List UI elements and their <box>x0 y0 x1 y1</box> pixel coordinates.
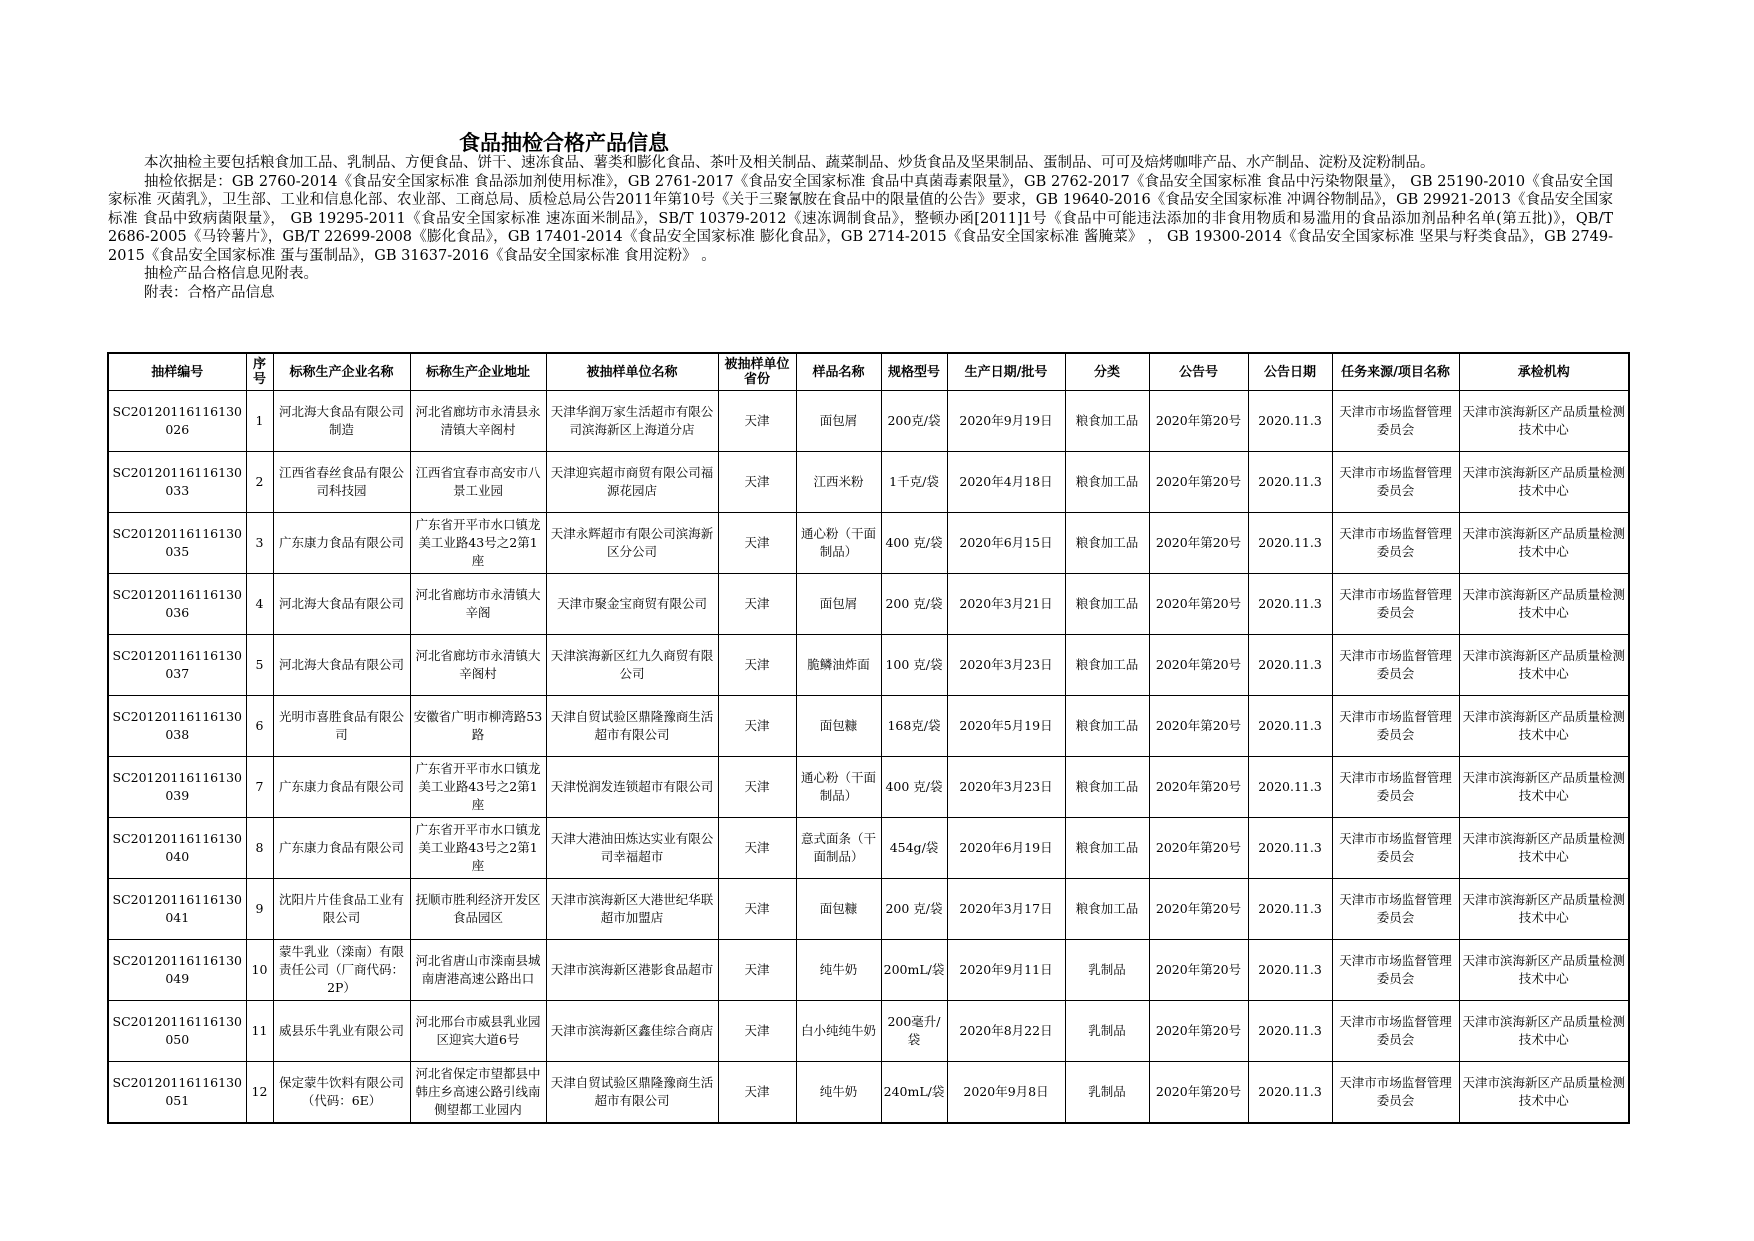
column-header: 被抽样单位名称 <box>546 353 718 391</box>
table-cell: 江西米粉 <box>796 452 881 513</box>
table-cell: 天津悦润发连锁超市有限公司 <box>546 757 718 818</box>
table-row <box>108 635 1629 696</box>
table-cell: 面包屑 <box>796 391 881 452</box>
table-cell: 2020.11.3 <box>1248 757 1332 818</box>
table-cell: 11 <box>246 1001 273 1062</box>
table-cell: 2020年第20号 <box>1149 1062 1248 1124</box>
table-cell: 454g/袋 <box>881 818 947 879</box>
table-cell: 2020.11.3 <box>1248 452 1332 513</box>
column-header: 任务来源/项目名称 <box>1332 353 1459 391</box>
table-cell: 粮食加工品 <box>1065 818 1149 879</box>
table-cell: 1千克/袋 <box>881 452 947 513</box>
table-cell: 12 <box>246 1062 273 1124</box>
table-cell: 2020年9月8日 <box>947 1062 1065 1124</box>
table-cell: 脆鳞油炸面 <box>796 635 881 696</box>
column-header: 分类 <box>1065 353 1149 391</box>
table-cell: 2020年第20号 <box>1149 696 1248 757</box>
table-row <box>108 513 1629 574</box>
table-cell: SC20120116116130035 <box>108 513 246 574</box>
table-cell: 天津 <box>718 818 796 879</box>
table-cell: SC20120116116130041 <box>108 879 246 940</box>
table-cell: 天津市市场监督管理委员会 <box>1332 574 1459 635</box>
table-cell: 天津 <box>718 452 796 513</box>
table-cell: 天津市市场监督管理委员会 <box>1332 635 1459 696</box>
table-cell: 2020年5月19日 <box>947 696 1065 757</box>
table-cell: 江西省宜春市高安市八景工业园 <box>410 452 546 513</box>
table-cell: 天津自贸试验区鼎隆豫商生活超市有限公司 <box>546 1062 718 1124</box>
table-cell: 2020.11.3 <box>1248 879 1332 940</box>
table-cell: 天津市市场监督管理委员会 <box>1332 940 1459 1001</box>
table-cell: 天津市滨海新区产品质量检测技术中心 <box>1459 818 1629 879</box>
table-cell: 100 克/袋 <box>881 635 947 696</box>
table-row <box>108 574 1629 635</box>
table-cell: SC20120116116130037 <box>108 635 246 696</box>
table-cell: 2020年6月19日 <box>947 818 1065 879</box>
table-cell: 面包屑 <box>796 574 881 635</box>
table-cell: 河北省廊坊市永清镇大辛阁 <box>410 574 546 635</box>
table-cell: 乳制品 <box>1065 1062 1149 1124</box>
table-cell: 200 克/袋 <box>881 574 947 635</box>
table-cell: 广东省开平市水口镇龙美工业路43号之2第1座 <box>410 818 546 879</box>
table-cell: 沈阳片片佳食品工业有限公司 <box>273 879 410 940</box>
table-cell: 白小纯纯牛奶 <box>796 1001 881 1062</box>
table-cell: 广东省开平市水口镇龙美工业路43号之2第1座 <box>410 513 546 574</box>
table-cell: 乳制品 <box>1065 940 1149 1001</box>
table-cell: 400 克/袋 <box>881 513 947 574</box>
table-cell: 河北省廊坊市永清镇大辛阁村 <box>410 635 546 696</box>
table-cell: 天津市滨海新区产品质量检测技术中心 <box>1459 635 1629 696</box>
table-cell: 200毫升/袋 <box>881 1001 947 1062</box>
page-title: 食品抽检合格产品信息 <box>459 131 669 155</box>
intro-text <box>108 154 1613 302</box>
table-cell: 粮食加工品 <box>1065 452 1149 513</box>
table-header-row <box>108 353 1629 391</box>
table-cell: 2020年第20号 <box>1149 513 1248 574</box>
table-cell: 天津市市场监督管理委员会 <box>1332 1001 1459 1062</box>
table-cell: 2020年8月22日 <box>947 1001 1065 1062</box>
column-header: 序号 <box>246 353 273 391</box>
table-cell: 面包糠 <box>796 696 881 757</box>
table-cell: 4 <box>246 574 273 635</box>
table-cell: 3 <box>246 513 273 574</box>
column-header: 样品名称 <box>796 353 881 391</box>
table-cell: 天津市市场监督管理委员会 <box>1332 696 1459 757</box>
table-cell: 2020年9月19日 <box>947 391 1065 452</box>
table-body <box>108 391 1629 1124</box>
table-cell: 2020年第20号 <box>1149 1001 1248 1062</box>
table-cell: 天津市滨海新区产品质量检测技术中心 <box>1459 1001 1629 1062</box>
table-cell: 河北邢台市威县乳业园区迎宾大道6号 <box>410 1001 546 1062</box>
column-header: 被抽样单位省份 <box>718 353 796 391</box>
table-cell: 2020年3月17日 <box>947 879 1065 940</box>
table-cell: 天津市市场监督管理委员会 <box>1332 818 1459 879</box>
table-cell: SC20120116116130038 <box>108 696 246 757</box>
column-header: 标称生产企业名称 <box>273 353 410 391</box>
table-cell: 天津市滨海新区产品质量检测技术中心 <box>1459 574 1629 635</box>
table-cell: 天津 <box>718 635 796 696</box>
table-cell: 天津 <box>718 879 796 940</box>
table-cell: 2 <box>246 452 273 513</box>
table-cell: 纯牛奶 <box>796 940 881 1001</box>
table-cell: 2020年4月18日 <box>947 452 1065 513</box>
table-cell: 7 <box>246 757 273 818</box>
table-row <box>108 879 1629 940</box>
table-cell: 天津市滨海新区产品质量检测技术中心 <box>1459 1062 1629 1124</box>
table-cell: 天津市滨海新区产品质量检测技术中心 <box>1459 452 1629 513</box>
table-cell: SC20120116116130049 <box>108 940 246 1001</box>
table-cell: 抚顺市胜利经济开发区食品园区 <box>410 879 546 940</box>
table-row <box>108 1001 1629 1062</box>
column-header: 抽样编号 <box>108 353 246 391</box>
table-cell: 天津 <box>718 513 796 574</box>
table-cell: 2020.11.3 <box>1248 1062 1332 1124</box>
table-cell: 粮食加工品 <box>1065 879 1149 940</box>
qualified-products-table <box>107 352 1630 1124</box>
column-header: 公告日期 <box>1248 353 1332 391</box>
table-cell: 保定蒙牛饮料有限公司（代码：6E） <box>273 1062 410 1124</box>
table-cell: 2020年第20号 <box>1149 574 1248 635</box>
table-cell: 2020年第20号 <box>1149 818 1248 879</box>
table-cell: 纯牛奶 <box>796 1062 881 1124</box>
table-cell: 乳制品 <box>1065 1001 1149 1062</box>
table-cell: 意式面条（干面制品） <box>796 818 881 879</box>
table-cell: 10 <box>246 940 273 1001</box>
table-cell: 2020.11.3 <box>1248 940 1332 1001</box>
table-cell: 粮食加工品 <box>1065 574 1149 635</box>
table-cell: 2020年3月23日 <box>947 635 1065 696</box>
table-cell: 河北海大食品有限公司 <box>273 635 410 696</box>
table-cell: 2020年第20号 <box>1149 940 1248 1001</box>
table-row <box>108 391 1629 452</box>
table-cell: 天津 <box>718 940 796 1001</box>
table-cell: 6 <box>246 696 273 757</box>
table-cell: 2020.11.3 <box>1248 574 1332 635</box>
table-row <box>108 940 1629 1001</box>
table-row <box>108 452 1629 513</box>
table-cell: 天津市市场监督管理委员会 <box>1332 452 1459 513</box>
intro-scope: 本次抽检主要包括粮食加工品、乳制品、方便食品、饼干、速冻食品、薯类和膨化食品、茶叶及相关制品、蔬菜制品、炒货食品及坚果制品、蛋制品、可可及焙烤咖啡产品、水产制品、淀粉及淀粉制品。 <box>144 155 1435 171</box>
table-cell: 面包糠 <box>796 879 881 940</box>
table-cell: 江西省春丝食品有限公司科技园 <box>273 452 410 513</box>
table-cell: 168克/袋 <box>881 696 947 757</box>
table-cell: 广东省开平市水口镇龙美工业路43号之2第1座 <box>410 757 546 818</box>
table-cell: 天津市滨海新区港影食品超市 <box>546 940 718 1001</box>
column-header: 承检机构 <box>1459 353 1629 391</box>
table-cell: 2020年第20号 <box>1149 879 1248 940</box>
table-cell: 天津市滨海新区产品质量检测技术中心 <box>1459 513 1629 574</box>
column-header: 标称生产企业地址 <box>410 353 546 391</box>
table-cell: 天津迎宾超市商贸有限公司福源花园店 <box>546 452 718 513</box>
table-cell: SC20120116116130039 <box>108 757 246 818</box>
table-cell: 天津 <box>718 391 796 452</box>
table-cell: 天津市市场监督管理委员会 <box>1332 391 1459 452</box>
table-cell: SC20120116116130040 <box>108 818 246 879</box>
table-cell: 2020.11.3 <box>1248 391 1332 452</box>
table-cell: 天津市市场监督管理委员会 <box>1332 513 1459 574</box>
table-cell: 天津市市场监督管理委员会 <box>1332 879 1459 940</box>
table-cell: 天津市滨海新区大港世纪华联超市加盟店 <box>546 879 718 940</box>
table-cell: 威县乐牛乳业有限公司 <box>273 1001 410 1062</box>
table-cell: SC20120116116130036 <box>108 574 246 635</box>
table-cell: 河北海大食品有限公司制造 <box>273 391 410 452</box>
table-cell: 天津市市场监督管理委员会 <box>1332 757 1459 818</box>
intro-attachment: 附表：合格产品信息 <box>144 284 275 301</box>
table-cell: 广东康力食品有限公司 <box>273 513 410 574</box>
table-cell: 5 <box>246 635 273 696</box>
table-cell: 2020年9月11日 <box>947 940 1065 1001</box>
table-cell: 天津 <box>718 1062 796 1124</box>
table-cell: 通心粉（干面制品） <box>796 757 881 818</box>
table-cell: 2020年3月23日 <box>947 757 1065 818</box>
table-cell: 天津 <box>718 1001 796 1062</box>
table-row <box>108 757 1629 818</box>
table-cell: 2020年3月21日 <box>947 574 1065 635</box>
table-cell: 2020年6月15日 <box>947 513 1065 574</box>
table-cell: 200克/袋 <box>881 391 947 452</box>
table-cell: 粮食加工品 <box>1065 513 1149 574</box>
table-cell: 2020.11.3 <box>1248 818 1332 879</box>
column-header: 公告号 <box>1149 353 1248 391</box>
table-cell: 天津 <box>718 757 796 818</box>
table-cell: 河北省保定市望都县中韩庄乡高速公路引线南侧望都工业园内 <box>410 1062 546 1124</box>
table-cell: SC20120116116130050 <box>108 1001 246 1062</box>
table-cell: 240mL/袋 <box>881 1062 947 1124</box>
intro-see-table: 抽检产品合格信息见附表。 <box>144 266 318 282</box>
table-cell: 200 克/袋 <box>881 879 947 940</box>
table-cell: 天津市滨海新区产品质量检测技术中心 <box>1459 391 1629 452</box>
table-cell: 天津华润万家生活超市有限公司滨海新区上海道分店 <box>546 391 718 452</box>
table-cell: 2020.11.3 <box>1248 696 1332 757</box>
intro-basis: 抽检依据是：GB 2760-2014《食品安全国家标准 食品添加剂使用标准》，GB 2761-2017《食品安全国家标准 食品中真菌毒素限量》，GB 2762-2017《食品安全国家标准 食品中污染物限量》， GB 25190-2010《食品安全国家标准 灭菌乳》，卫生部、工业和信息化部、农业部、工商总局、质检总局公告2011年第10号《关于三聚氰胺在食品中的限量值的公告》要求，GB 19640-2016《食品安全国家标准 冲调谷物制品》，GB 29921-2013《食品安全国家标准 食品中致病菌限量》， GB 19295-2011《食品安全国家标准 速冻面米制品》，SB/T 10379-2012《速冻调制食品》，整顿办函[2011]1号《食品中可能违法添加的非食用物质和易滥用的食品添加剂品种名单(第五批)》，QB/T 2686-2005《马铃薯片》，GB/T 22699-2008《膨化食品》，GB 17401-2014《食品安全国家标准 膨化食品》，GB 2714-2015《食品安全国家标准 酱腌菜》 ， GB 19300-2014《食品安全国家标准 坚果与籽类食品》，GB 2749-2015《食品安全国家标准 蛋与蛋制品》，GB 31637-2016《食品安全国家标准 食用淀粉》 。 <box>108 173 1613 264</box>
table-cell: 通心粉（干面制品） <box>796 513 881 574</box>
table-cell: SC20120116116130026 <box>108 391 246 452</box>
table-cell: 广东康力食品有限公司 <box>273 757 410 818</box>
table-cell: 9 <box>246 879 273 940</box>
table-cell: 2020.11.3 <box>1248 513 1332 574</box>
table-cell: 天津自贸试验区鼎隆豫商生活超市有限公司 <box>546 696 718 757</box>
table-cell: 天津市市场监督管理委员会 <box>1332 1062 1459 1124</box>
table-row <box>108 818 1629 879</box>
table-cell: 安徽省广明市柳湾路53路 <box>410 696 546 757</box>
table-cell: 蒙牛乳业（滦南）有限责任公司（厂商代码：2P） <box>273 940 410 1001</box>
table-cell: 天津市滨海新区产品质量检测技术中心 <box>1459 757 1629 818</box>
table-cell: 2020年第20号 <box>1149 635 1248 696</box>
table-row <box>108 696 1629 757</box>
table-cell: 天津永辉超市有限公司滨海新区分公司 <box>546 513 718 574</box>
table-cell: 200mL/袋 <box>881 940 947 1001</box>
table-cell: 河北海大食品有限公司 <box>273 574 410 635</box>
table-cell: 河北省唐山市滦南县城南唐港高速公路出口 <box>410 940 546 1001</box>
table-cell: 天津市滨海新区鑫佳综合商店 <box>546 1001 718 1062</box>
table-cell: 天津市滨海新区产品质量检测技术中心 <box>1459 940 1629 1001</box>
table-cell: 粮食加工品 <box>1065 635 1149 696</box>
table-cell: 粮食加工品 <box>1065 757 1149 818</box>
table-row <box>108 1062 1629 1124</box>
table-cell: SC20120116116130033 <box>108 452 246 513</box>
table-cell: 2020.11.3 <box>1248 1001 1332 1062</box>
table-cell: 天津大港油田炼达实业有限公司幸福超市 <box>546 818 718 879</box>
table-cell: 天津市滨海新区产品质量检测技术中心 <box>1459 879 1629 940</box>
table-cell: 天津 <box>718 574 796 635</box>
table-cell: 广东康力食品有限公司 <box>273 818 410 879</box>
table-cell: SC20120116116130051 <box>108 1062 246 1124</box>
table-cell: 2020年第20号 <box>1149 452 1248 513</box>
table-cell: 天津市滨海新区产品质量检测技术中心 <box>1459 696 1629 757</box>
table-cell: 天津滨海新区红九久商贸有限公司 <box>546 635 718 696</box>
column-header: 生产日期/批号 <box>947 353 1065 391</box>
column-header: 规格型号 <box>881 353 947 391</box>
table-cell: 8 <box>246 818 273 879</box>
table-cell: 2020年第20号 <box>1149 391 1248 452</box>
table-cell: 河北省廊坊市永清县永清镇大辛阁村 <box>410 391 546 452</box>
table-cell: 1 <box>246 391 273 452</box>
table-cell: 天津 <box>718 696 796 757</box>
table-cell: 天津市聚金宝商贸有限公司 <box>546 574 718 635</box>
table-cell: 2020年第20号 <box>1149 757 1248 818</box>
table-cell: 粮食加工品 <box>1065 391 1149 452</box>
table-cell: 2020.11.3 <box>1248 635 1332 696</box>
table-cell: 光明市喜胜食品有限公司 <box>273 696 410 757</box>
table-cell: 粮食加工品 <box>1065 696 1149 757</box>
table-cell: 400 克/袋 <box>881 757 947 818</box>
